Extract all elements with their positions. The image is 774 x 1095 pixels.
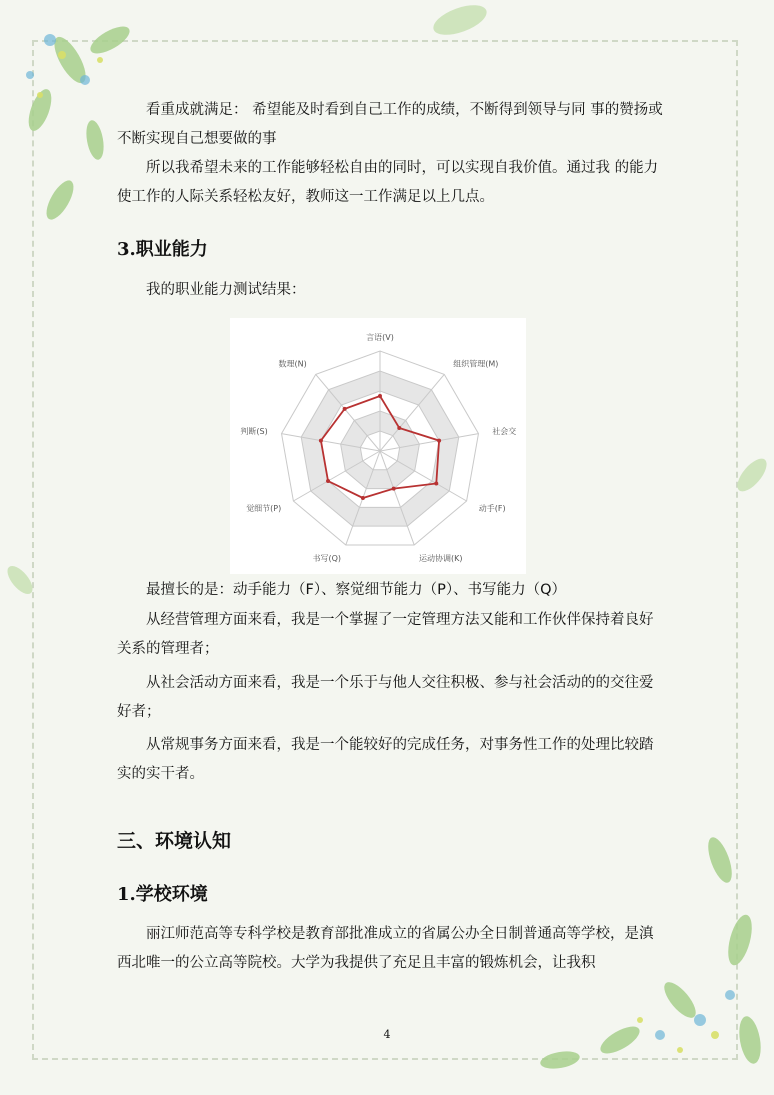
radar-axis-label: 觉细节(P) bbox=[246, 504, 282, 513]
radar-point bbox=[378, 394, 382, 398]
leaf-decoration-top-right bbox=[400, 0, 520, 50]
radar-axis-label: 动手(F) bbox=[478, 504, 506, 513]
radar-axis-label: 社会交 bbox=[492, 427, 517, 437]
radar-point bbox=[397, 426, 401, 430]
heading-career-ability: 3.职业能力 bbox=[117, 239, 208, 260]
radar-point bbox=[434, 482, 438, 486]
paragraph-strengths: 最擅长的是：动手能力（F）、察觉细节能力（P）、书写能力（Q） bbox=[146, 582, 566, 598]
leaf-decoration-right bbox=[730, 450, 774, 500]
radar-axis-label: 言语(V) bbox=[366, 333, 394, 342]
radar-point bbox=[437, 439, 441, 443]
radar-axis-label: 组织管理(M) bbox=[453, 359, 499, 369]
paragraph-management: 从经营管理方面来看，我是一个掌握了一定管理方法又能和工作伙伴保持着良好关系的管理者； bbox=[117, 612, 654, 657]
paragraph-value: 所以我希望未来的工作能够轻松自由的同时，可以实现自我价值。通过我 的能力使工作的人际关系轻松友好，教师这一工作满足以上几点。 bbox=[117, 160, 659, 205]
radar-point bbox=[361, 496, 365, 500]
radar-axis-label: 书写(Q) bbox=[312, 554, 342, 564]
heading-school-environment: 1.学校环境 bbox=[117, 884, 208, 905]
radar-axis-label: 运动协调(K) bbox=[418, 554, 463, 564]
paragraph-achievement: 看重成就满足： 希望能及时看到自己工作的成绩，不断得到领导与同 事的赞扬或不断实现自己想要做的事 bbox=[117, 102, 663, 147]
paragraph-routine: 从常规事务方面来看，我是一个能较好的完成任务，对事务性工作的处理比较踏实的实干者。 bbox=[117, 737, 654, 782]
ability-radar-chart bbox=[230, 318, 526, 574]
radar-axis-label: 判断(S) bbox=[240, 427, 268, 437]
radar-svg bbox=[230, 318, 526, 574]
radar-point bbox=[392, 487, 396, 491]
radar-point bbox=[319, 439, 323, 443]
leaf-decoration-left bbox=[0, 560, 40, 600]
radar-point bbox=[343, 407, 347, 411]
paragraph-social: 从社会活动方面来看，我是一个乐于与他人交往积极、参与社会活动的的交往爱好者； bbox=[117, 675, 654, 720]
page-number: 4 bbox=[383, 1028, 391, 1041]
radar-point bbox=[326, 479, 330, 483]
paragraph-school: 丽江师范高等专科学校是教育部批准成立的省属公办全日制普通高等学校，是滇西北唯一的公立高等院校。大学为我提供了充足且丰富的锻炼机会，让我积 bbox=[117, 926, 654, 971]
heading-environment: 三、环境认知 bbox=[117, 830, 232, 852]
radar-axis-label: 数理(N) bbox=[278, 359, 307, 369]
paragraph-test-result: 我的职业能力测试结果： bbox=[146, 282, 306, 298]
